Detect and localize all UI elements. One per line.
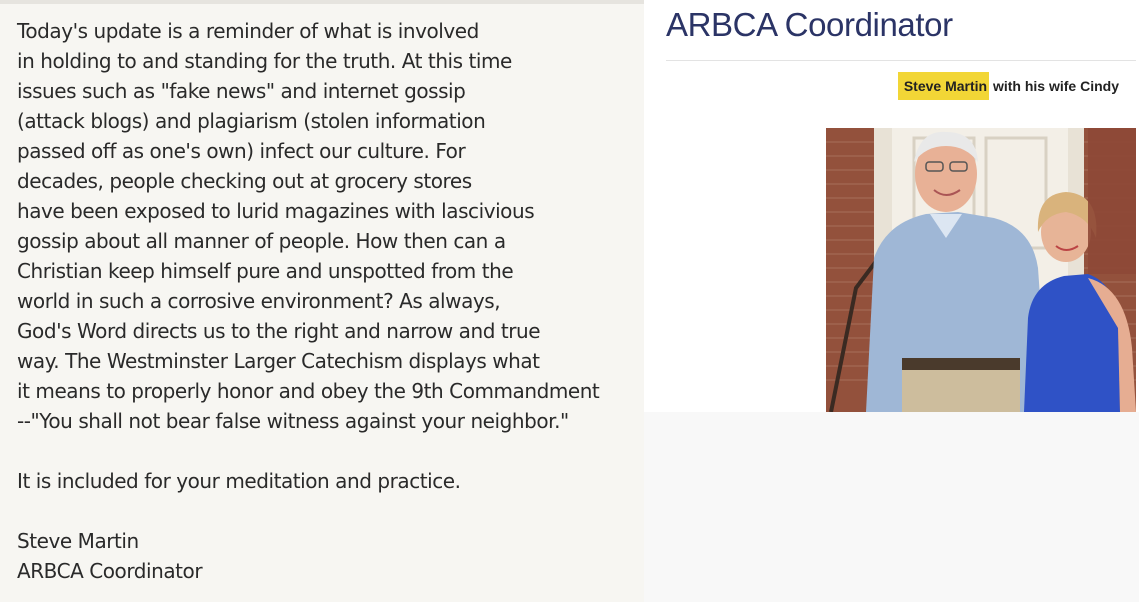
page-title: ARBCA Coordinator: [666, 6, 953, 43]
letter-line: passed off as one's own) infect our culture. For: [17, 139, 466, 163]
couple-photo: [826, 128, 1136, 412]
letter-line: God's Word directs us to the right and narrow and true: [17, 319, 541, 343]
letter-line: have been exposed to lurid magazines with lascivious: [17, 199, 535, 223]
caption-highlight: Steve Martin: [898, 72, 989, 100]
letter-closing: It is included for your meditation and practice.: [17, 469, 461, 493]
letter-line: (attack blogs) and plagiarism (stolen information: [17, 109, 486, 133]
letter-body: [17, 16, 657, 586]
letter-line: in holding to and standing for the truth. At this time: [17, 49, 512, 73]
letter-line: issues such as "fake news" and internet gossip: [17, 79, 466, 103]
letter-line: Today's update is a reminder of what is involved: [17, 19, 479, 43]
photo-caption: [898, 78, 1119, 94]
caption-rest: with his wife Cindy: [989, 78, 1119, 94]
paragraph-gap: [17, 496, 657, 526]
title-divider: [666, 60, 1136, 61]
letter-line: Christian keep himself pure and unspotted from the: [17, 259, 514, 283]
letter-line: gossip about all manner of people. How then can a: [17, 229, 506, 253]
signature-name: Steve Martin: [17, 529, 139, 553]
paragraph-gap: [17, 436, 657, 466]
couple-photo-icon: [826, 128, 1136, 412]
letter-line: decades, people checking out at grocery stores: [17, 169, 472, 193]
signature-title: ARBCA Coordinator: [17, 559, 203, 583]
letter-line: it means to properly honor and obey the 9th Commandment: [17, 379, 600, 403]
panel-lower-area: [644, 412, 1139, 602]
letter-line: way. The Westminster Larger Catechism displays what: [17, 349, 540, 373]
profile-panel: [644, 0, 1139, 602]
letter-line: --"You shall not bear false witness against your neighbor.": [17, 409, 569, 433]
letter-line: world in such a corrosive environment? As always,: [17, 289, 501, 313]
